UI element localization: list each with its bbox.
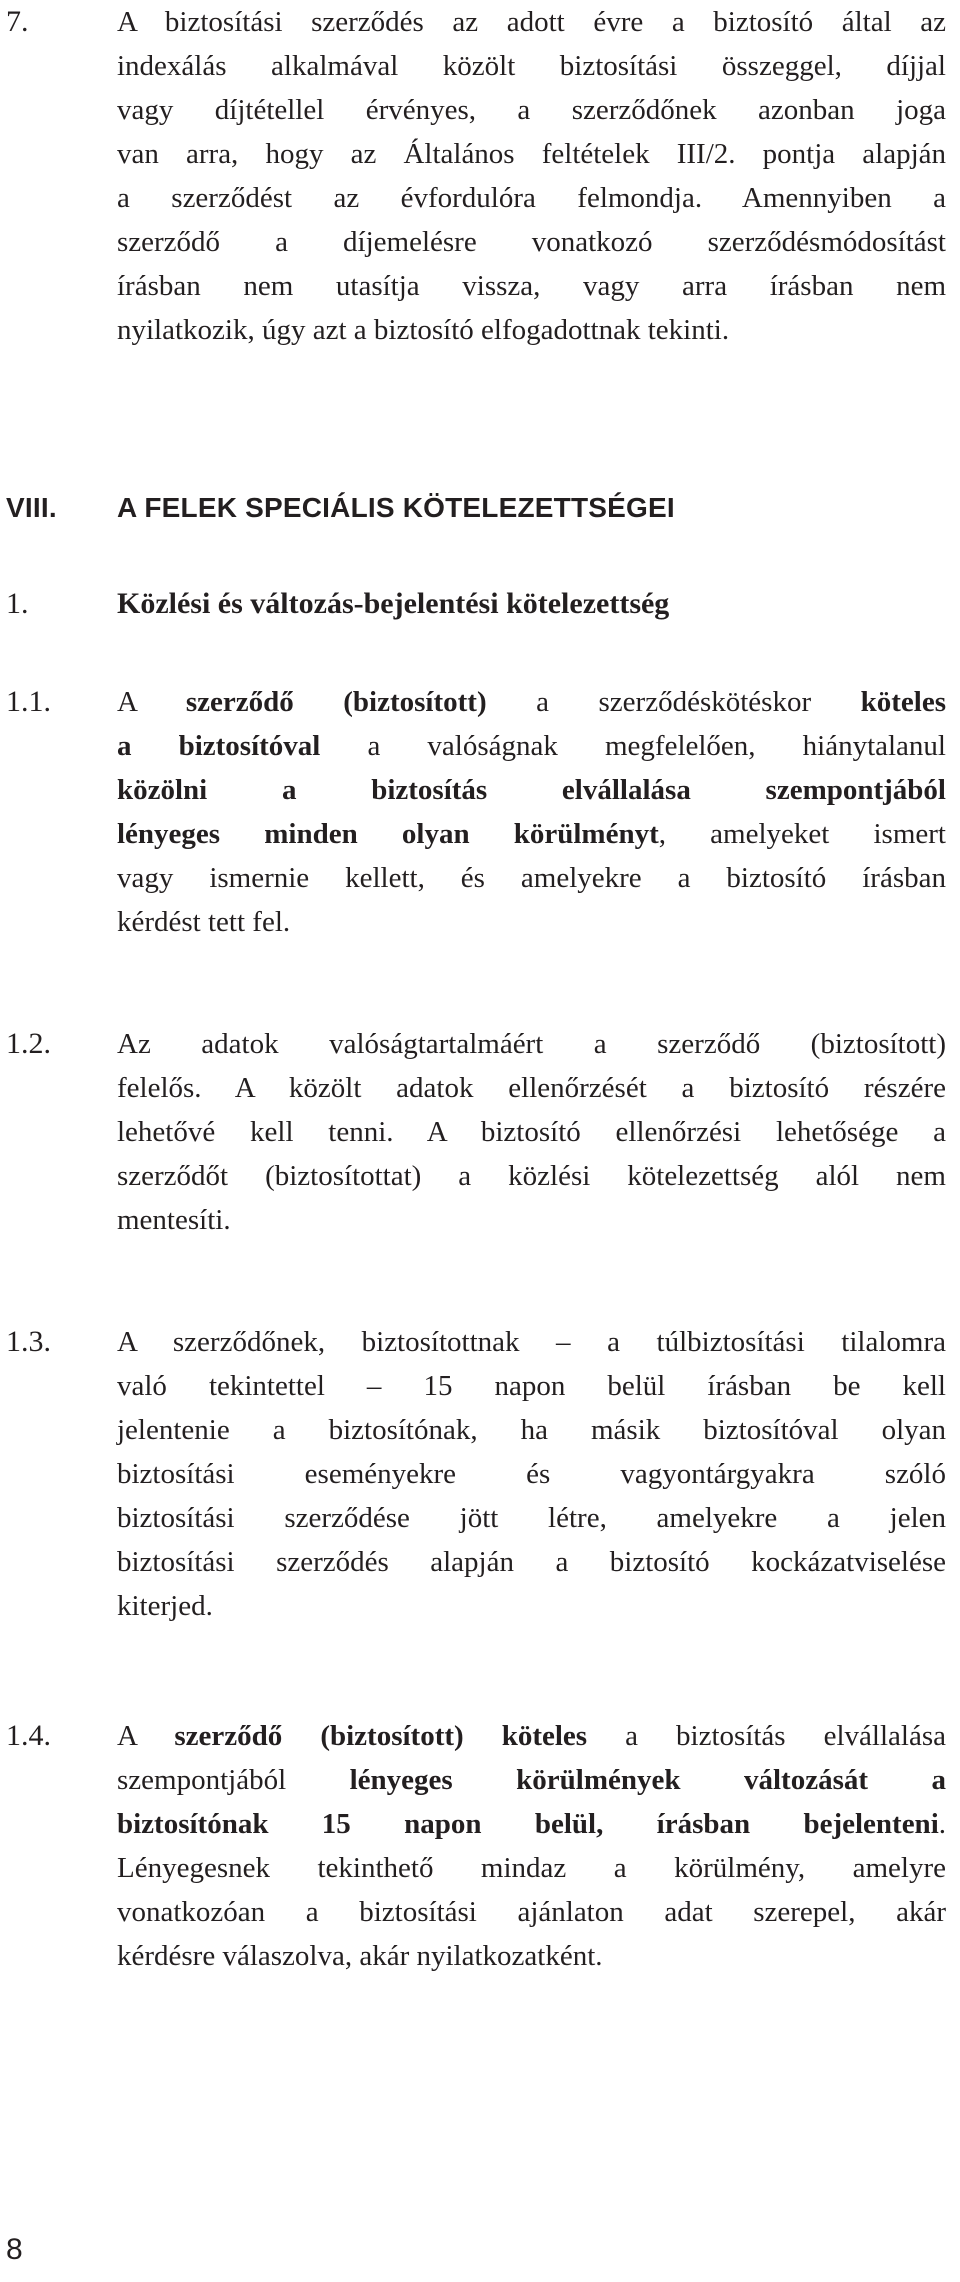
text-line: kérdésre válaszolva, akár nyilatkozatként.: [117, 1940, 603, 1972]
text-line: nyilatkozik, úgy azt a biztosító elfogadottnak tekinti.: [117, 314, 730, 346]
text-line: A szerződő (biztosított) köteles a biztosítás elvállalása: [117, 1720, 946, 1752]
text-line: szempontjából lényeges körülmények változását a: [117, 1764, 946, 1796]
text-line: Az adatok valóságtartalmáért a szerződő (biztosított): [117, 1028, 946, 1060]
subsection-title: Közlési és változás-bejelentési kötelezettség: [117, 587, 670, 620]
paragraph-number: 1.2.: [6, 1027, 51, 1060]
text-line: szerződő a díjemelésre vonatkozó szerződésmódosítást: [117, 226, 946, 258]
item-number: 7.: [6, 5, 29, 38]
text-line: biztosítási szerződése jött létre, amelyekre a jelen: [117, 1502, 946, 1534]
text-line: mentesíti.: [117, 1204, 231, 1236]
text-line: a biztosítóval a valóságnak megfelelően, hiánytalanul: [117, 730, 946, 762]
subsection-number: 1.: [6, 587, 29, 620]
paragraph-text: [117, 1022, 946, 1242]
text-line: vonatkozóan a biztosítási ajánlaton adat szerepel, akár: [117, 1896, 946, 1928]
text-line: vagy ismernie kellett, és amelyekre a biztosító írásban: [117, 862, 946, 894]
text-line: biztosítónak 15 napon belül, írásban bejelenteni.: [117, 1808, 946, 1840]
paragraph-text: [117, 1714, 946, 1978]
text-line: kérdést tett fel.: [117, 906, 291, 938]
item-7-text: [117, 0, 946, 352]
text-line: közölni a biztosítás elvállalása szempontjából: [117, 774, 946, 806]
text-line: írásban nem utasítja vissza, vagy arra írásban nem: [117, 270, 946, 302]
text-line: kiterjed.: [117, 1590, 213, 1622]
paragraph-text: [117, 680, 946, 944]
text-line: felelős. A közölt adatok ellenőrzését a biztosító részére: [117, 1072, 946, 1104]
paragraph-text: [117, 1320, 946, 1628]
page-number: 8: [6, 2233, 23, 2266]
text-line: lényeges minden olyan körülményt, amelyeket ismert: [117, 818, 946, 850]
text-line: A biztosítási szerződés az adott évre a biztosító által az: [117, 6, 946, 38]
text-line: A szerződőnek, biztosítottnak – a túlbiztosítási tilalomra: [117, 1326, 946, 1358]
text-line: Lényegesnek tekinthető mindaz a körülmény, amelyre: [117, 1852, 946, 1884]
text-line: A szerződő (biztosított) a szerződéskötéskor köteles: [117, 686, 946, 718]
paragraph-number: 1.3.: [6, 1325, 51, 1358]
text-line: a szerződést az évfordulóra felmondja. Amennyiben a: [117, 182, 946, 214]
section-number: VIII.: [6, 492, 57, 523]
text-line: való tekintettel – 15 napon belül írásban be kell: [117, 1370, 946, 1402]
paragraph-number: 1.4.: [6, 1719, 51, 1752]
text-line: van arra, hogy az Általános feltételek III/2. pontja alapján: [117, 138, 946, 170]
paragraph-number: 1.1.: [6, 685, 51, 718]
text-line: biztosítási eseményekre és vagyontárgyakra szóló: [117, 1458, 946, 1490]
text-line: szerződőt (biztosítottat) a közlési kötelezettség alól nem: [117, 1160, 946, 1192]
text-line: jelentenie a biztosítónak, ha másik biztosítóval olyan: [117, 1414, 946, 1446]
text-line: indexálás alkalmával közölt biztosítási összeggel, díjjal: [117, 50, 946, 82]
text-line: lehetővé kell tenni. A biztosító ellenőrzési lehetősége a: [117, 1116, 946, 1148]
text-line: vagy díjtétellel érvényes, a szerződőnek azonban joga: [117, 94, 946, 126]
section-title: A FELEK SPECIÁLIS KÖTELEZETTSÉGEI: [117, 492, 675, 523]
text-line: biztosítási szerződés alapján a biztosító kockázatviselése: [117, 1546, 946, 1578]
